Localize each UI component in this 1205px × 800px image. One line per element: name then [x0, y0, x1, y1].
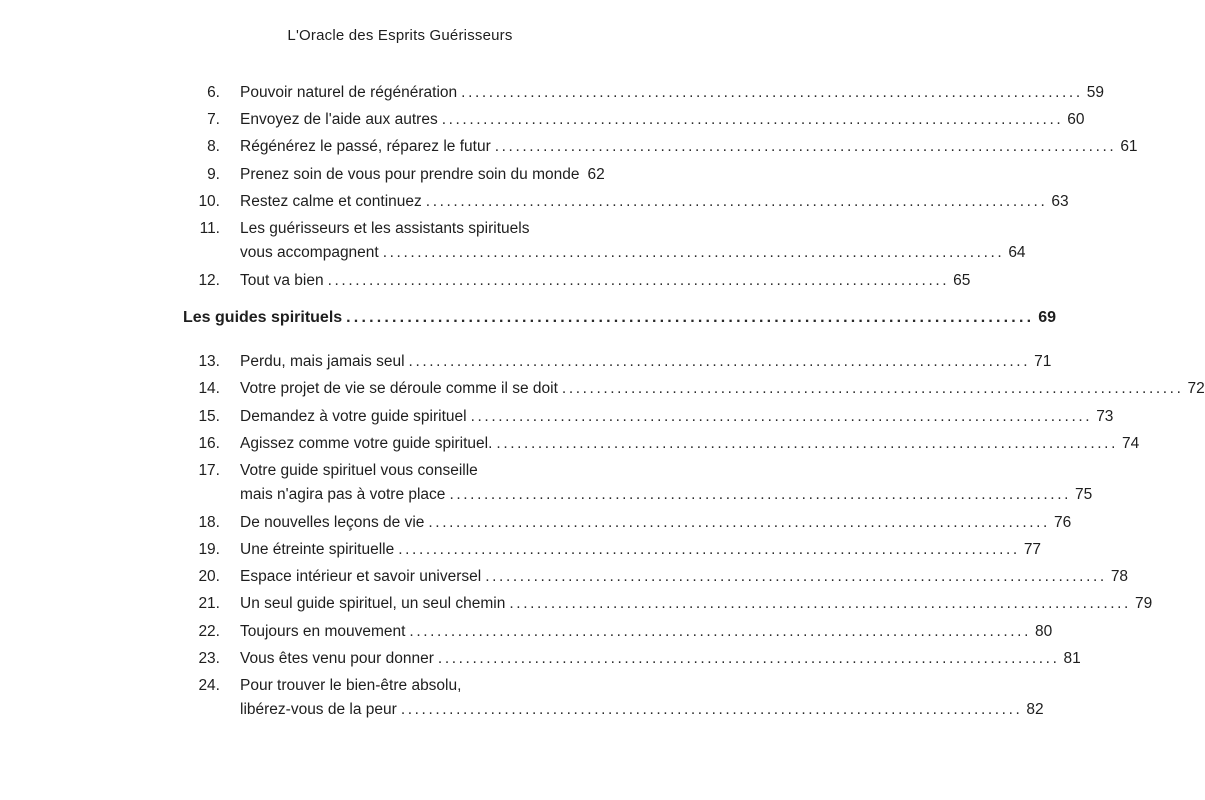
leader-dots: .......................................................................................... [509, 595, 1131, 613]
entry-title: Perdu, mais jamais seul [240, 353, 405, 371]
entry-title: Envoyez de l'aide aux autres [240, 111, 438, 129]
page-header-title: L'Oracle des Esprits Guérisseurs [287, 27, 513, 44]
entry-number: 21. [198, 595, 220, 613]
entry-page: 79 [1134, 595, 1153, 613]
toc-entry[interactable] [0, 216, 1026, 268]
entry-number: 10. [198, 192, 220, 210]
entry-page: 80 [1035, 622, 1053, 640]
entry-page: 75 [1075, 485, 1093, 503]
entry-number: 18. [198, 513, 220, 531]
entry-number: 13. [198, 353, 220, 371]
entry-page: 73 [1096, 407, 1114, 425]
entry-title: Régénérez le passé, réparez le futur [240, 138, 491, 156]
toc-entry[interactable] [0, 162, 800, 189]
leader-dots: .......................................................................................... [485, 568, 1107, 586]
toc-entry[interactable] [0, 458, 1093, 510]
toc-entry[interactable] [0, 404, 1114, 431]
toc-entry[interactable] [0, 564, 1129, 591]
entry-page: 60 [1067, 111, 1085, 129]
leader-dots: .......................................................................................... [409, 622, 1031, 640]
toc-entry[interactable] [0, 673, 1044, 725]
entry-number: 6. [207, 84, 220, 101]
entry-number: 11. [199, 219, 220, 237]
entry-number: 7. [207, 111, 220, 129]
entry-number: 20. [198, 568, 220, 586]
table-of-contents [0, 80, 1205, 725]
entry-title: vous accompagnent [240, 243, 379, 261]
toc-entry[interactable] [0, 591, 1153, 618]
entry-title: Votre projet de vie se déroule comme il se doit [240, 380, 558, 398]
toc-entry[interactable] [0, 619, 1053, 646]
toc-entry[interactable] [0, 107, 1085, 134]
entry-number: 14. [198, 380, 220, 398]
leader-dots: .......................................................................................... [441, 111, 1064, 129]
leader-dots: .......................................................................................... [494, 138, 1117, 156]
leader-dots: .......................................................................................... [496, 434, 1118, 452]
toc-entry[interactable] [0, 431, 1140, 458]
leader-dots: .......................................................................................... [449, 485, 1072, 503]
entry-title-line1: Pour trouver le bien-être absolu, [240, 677, 462, 694]
entry-page: 72 [1187, 380, 1205, 398]
entry-number: 24. [198, 677, 220, 694]
leader-dots: .......................................................................................... [425, 192, 1048, 210]
leader-dots: .......................................................................................... [437, 649, 1060, 667]
toc-entry[interactable] [0, 134, 1138, 161]
leader-dots: .......................................................................................... [561, 380, 1184, 398]
entry-title: mais n'agira pas à votre place [240, 485, 446, 503]
entry-page: 76 [1053, 513, 1072, 531]
entry-page: 65 [953, 271, 971, 289]
entry-title: Demandez à votre guide spirituel [240, 407, 467, 425]
toc-entry[interactable] [0, 510, 1072, 537]
entry-page: 62 [587, 165, 605, 183]
entry-page: 74 [1122, 434, 1140, 452]
leader-dots: .......................................................................................... [382, 243, 1005, 261]
leader-dots: .......................................................................................... [470, 407, 1093, 425]
leader-dots: .......................................................................................... [408, 353, 1031, 371]
entry-title: Prenez soin de vous pour prendre soin du monde [240, 165, 580, 183]
entry-title: Espace intérieur et savoir universel [240, 568, 482, 586]
entry-page: 82 [1026, 701, 1044, 718]
toc-entry[interactable] [0, 268, 971, 295]
entry-page: 77 [1023, 541, 1042, 559]
entry-page: 61 [1120, 138, 1138, 156]
entry-title-line1: Votre guide spirituel vous conseille [240, 461, 478, 479]
entry-title: Restez calme et continuez [240, 192, 422, 210]
entry-page: 64 [1008, 243, 1026, 261]
leader-dots: .......................................................................................... [327, 271, 950, 289]
leader-dots: .......................................................................................... [400, 701, 1023, 718]
section-title: Les guides spirituels [183, 309, 343, 327]
leader-dots: .......................................................................................... [398, 541, 1020, 559]
entry-title-line1: Les guérisseurs et les assistants spirituels [240, 219, 530, 237]
entry-title: De nouvelles leçons de vie [240, 513, 425, 531]
section-page: 69 [1038, 309, 1057, 327]
entry-page: 78 [1110, 568, 1129, 586]
entry-number: 8. [207, 138, 220, 156]
entry-number: 17. [198, 461, 220, 479]
entry-number: 19. [198, 541, 220, 559]
entry-number: 12. [198, 271, 220, 289]
leader-dots: .......................................................................................... [461, 84, 1083, 101]
entry-title: Pouvoir naturel de régénération [240, 84, 458, 101]
entry-title: Une étreinte spirituelle [240, 541, 395, 559]
entry-number: 15. [198, 407, 220, 425]
entry-number: 9. [207, 165, 220, 183]
entry-page: 71 [1034, 353, 1052, 371]
toc-entry[interactable] [0, 349, 1052, 376]
toc-entry[interactable] [0, 80, 1104, 107]
leader-dots: .......................................................................................... [428, 513, 1050, 531]
toc-entry[interactable] [0, 646, 1081, 673]
entry-title: Tout va bien [240, 271, 324, 289]
entry-page: 63 [1051, 192, 1069, 210]
entry-number: 23. [198, 649, 220, 667]
toc-entry[interactable] [0, 376, 1205, 403]
leader-dots: .......................................................................................... [346, 309, 1035, 327]
toc-section-heading[interactable] [0, 295, 1057, 335]
entry-title: Vous êtes venu pour donner [240, 649, 434, 667]
entry-title: Toujours en mouvement [240, 622, 406, 640]
entry-number: 16. [198, 434, 220, 452]
toc-entry[interactable] [0, 189, 1069, 216]
entry-page: 81 [1063, 649, 1081, 667]
toc-entry[interactable] [0, 537, 1042, 564]
entry-title: Un seul guide spirituel, un seul chemin [240, 595, 506, 613]
entry-title: libérez-vous de la peur [240, 701, 397, 718]
entry-page: 59 [1086, 84, 1104, 101]
entry-title: Agissez comme votre guide spirituel. [240, 434, 493, 452]
entry-number: 22. [198, 622, 220, 640]
